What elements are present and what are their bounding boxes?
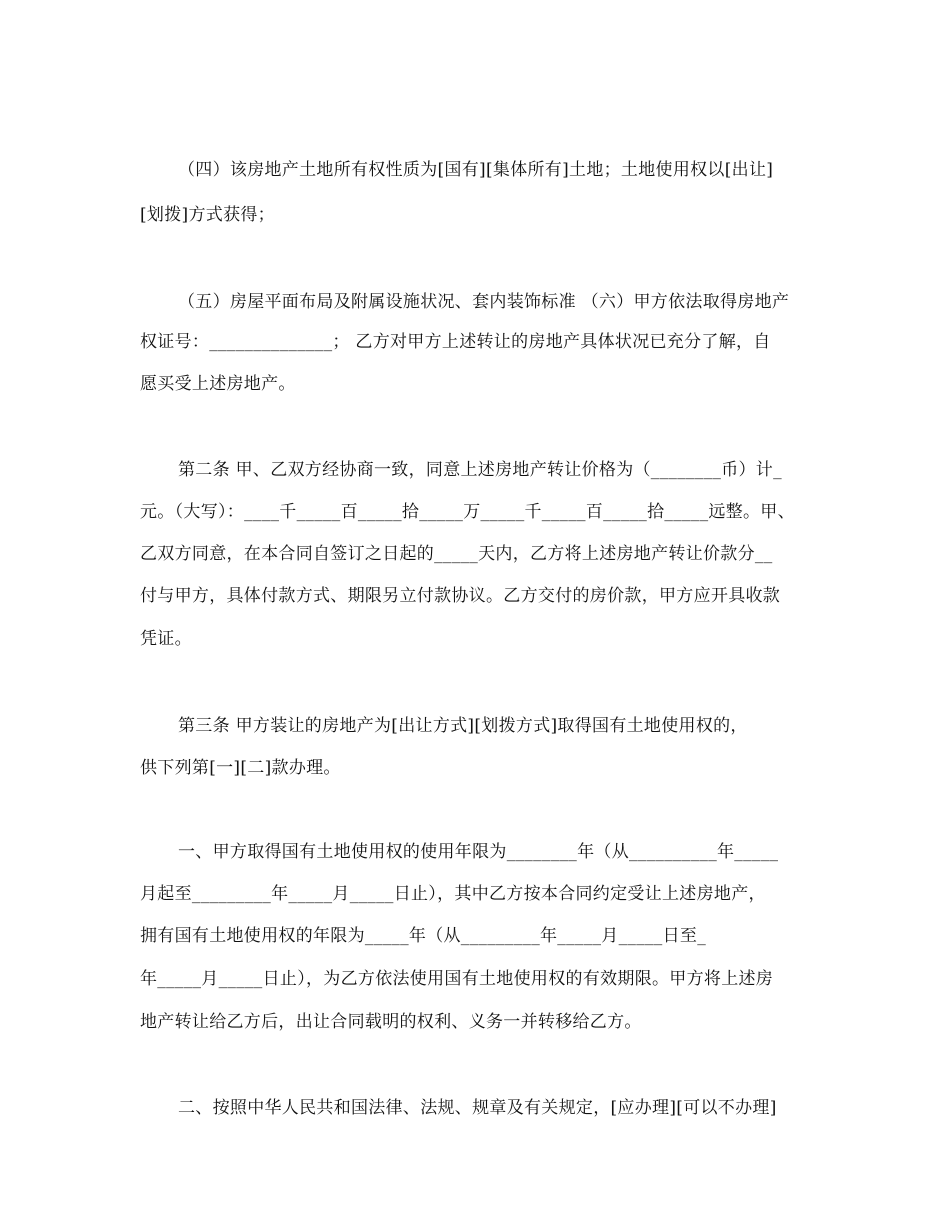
paragraph-2-line-1: （五）房屋平面布局及附属设施状况、套内装饰标准 （六）甲方依法取得房地产	[178, 292, 790, 312]
paragraph-3-line-5: 凭证。	[140, 629, 192, 649]
paragraph-2-line-3: 愿买受上述房地产。	[140, 374, 296, 394]
paragraph-1-line-2: [划拨]方式获得；	[140, 205, 275, 225]
paragraph-5-line-5: 地产转让给乙方后，出让合同载明的权利、义务一并转移给乙方。	[140, 1012, 642, 1032]
paragraph-3-line-4: 付与甲方，具体付款方式、期限另立付款协议。乙方交付的房价款，甲方应开具收款	[140, 586, 781, 606]
paragraph-5-line-4: 年_____月_____日止），为乙方依法使用国有土地使用权的有效期限。甲方将上述房	[140, 969, 774, 989]
paragraph-5-line-1: 一、甲方取得国有土地使用权的使用年限为________年（从__________年_____	[178, 842, 779, 862]
paragraph-5-line-2: 月起至_________年_____月_____日止），其中乙方按本合同约定受让上述房地产，	[140, 884, 766, 904]
paragraph-2-line-2: 权证号：______________； 乙方对甲方上述转让的房地产具体状况已充分了解，自	[140, 332, 771, 352]
paragraph-4-line-2: 供下列第[一][二]款办理。	[140, 758, 341, 778]
paragraph-5-line-3: 拥有国有土地使用权的年限为_____年（从_________年_____月_____日至_	[140, 926, 706, 946]
paragraph-3-line-2: 元。（大写）：____千_____百_____拾_____万_____千_____百_____拾_____远整。甲、	[140, 502, 795, 522]
paragraph-4-line-1: 第三条 甲方装让的房地产为[出让方式][划拨方式]取得国有土地使用权的，	[178, 716, 748, 736]
paragraph-6-line-1: 二、按照中华人民共和国法律、法规、规章及有关规定，[应办理][可以不办理]	[178, 1098, 777, 1118]
paragraph-1-line-1: （四）该房地产土地所有权性质为[国有][集体所有]土地；土地使用权以[出让]	[178, 160, 774, 180]
paragraph-3-line-3: 乙双方同意，在本合同自签订之日起的_____天内，乙方将上述房地产转让价款分__	[140, 544, 773, 564]
paragraph-3-line-1: 第二条 甲、乙双方经协商一致，同意上述房地产转让价格为（________币）计_	[178, 460, 782, 480]
